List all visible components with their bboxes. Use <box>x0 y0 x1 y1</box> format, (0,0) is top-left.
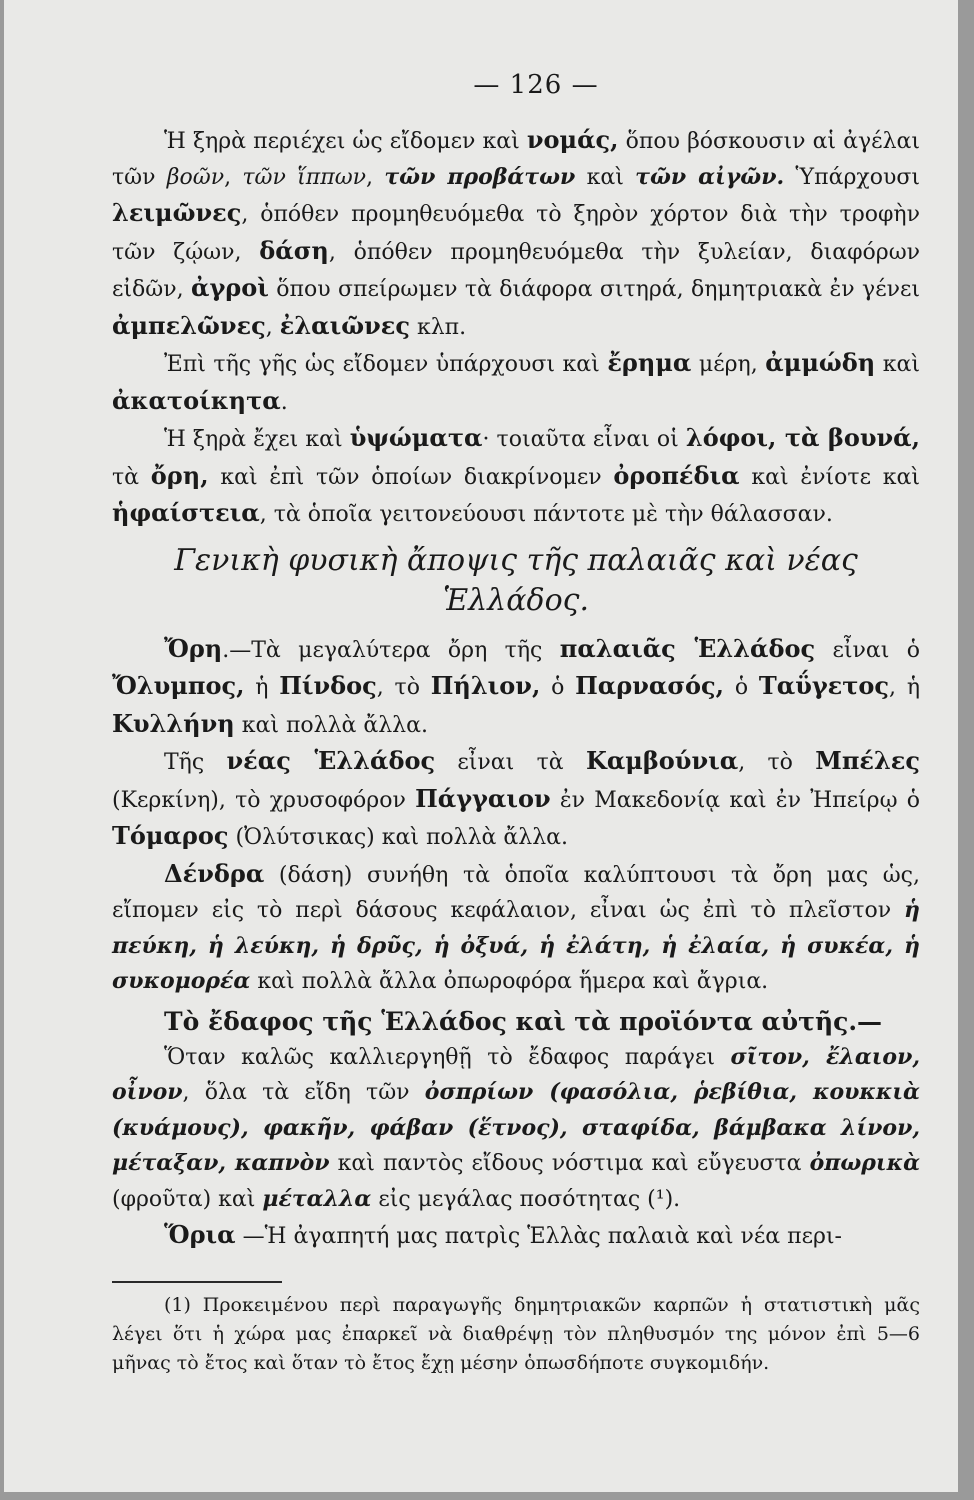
page-number: — 126 — <box>473 70 599 100</box>
paragraph-land-pastures: Ἡ ξηρὰ περιέχει ὡς εἴδομεν καὶ νομάς, ὅπου βόσκουσιν αἱ ἀγέλαι τῶν βοῶν, τῶν ἵππων, τῶν προβάτων καὶ τῶν αἰγῶν. Ὑπάρχουσι λειμῶνες, ὁπόθεν προμηθευόμεθα τὸ ξηρὸν χόρτον διὰ τὴν τροφὴν τῶν ζῴων, δάση, ὁπόθεν προμηθευόμεθα τὴν ξυλείαν, διαφόρων εἰδῶν, ἀγροὶ ὅπου σπείρωμεν τὰ διάφορα σιτηρά, δημητριακὰ ἐν γένει ἀμπελῶνες, ἐλαιῶνες κλπ. <box>112 125 921 340</box>
paragraph-new-greece-mountains: Τῆς νέας Ἑλλάδος εἶναι τὰ Καμβούνια, τὸ Μπέλες (Κερκίνη), τὸ χρυσοφόρον Πάγγαιον ἐν Μακεδονίᾳ καὶ ἐν Ἠπείρῳ ὁ Τόμαρος (Ὀλύτσικας) καὶ πολλὰ ἄλλα. <box>112 746 921 850</box>
footnote: (1) Προκειμένου περὶ παραγωγῆς δημητριακῶν καρπῶν ἡ στατιστικὴ μᾶς λέγει ὅτι ἡ χώρα μας ἐπαρκεῖ νὰ διαθρέψῃ τὸν πληθυσμόν της μόνον ἐπὶ 5—6 μῆνας τὸ ἔτος καὶ ὅταν τὸ ἔτος ἔχῃ μέσην ὁπωσδήποτε συγκομιδήν. <box>112 1293 920 1374</box>
paragraph-soil-products: Ὅταν καλῶς καλλιεργηθῇ τὸ ἔδαφος παράγει σῖτον, ἔλαιον, οἶνον, ὅλα τὰ εἴδη τῶν ὀσπρίων (φασόλια, ῥεβίθια, κουκκιὰ (κυάμους), φακῆν, φάβαν (ἕτνος), σταφίδα, βάμβακα λίνον, μέταξαν, καπνὸν καὶ παντὸς εἴδους νόστιμα καὶ εὔγευστα ὀπωρικὰ (φροῦτα) καὶ μέταλλα εἰς μεγάλας ποσότητας (¹). <box>112 1043 920 1212</box>
paragraph-deserted-lands: Ἐπὶ τῆς γῆς ὡς εἴδομεν ὑπάρχουσι καὶ ἔρημα μέρη, ἀμμώδη καὶ ἀκατοίκητα. <box>112 348 920 415</box>
subtitle-soil-products: Τὸ ἔδαφος τῆς Ἑλλάδος καὶ τὰ προϊόντα αὐτῆς.— <box>164 1006 883 1036</box>
book-page <box>4 0 958 1492</box>
section-title: Γενικὴ φυσικὴ ἄποψις τῆς παλαιᾶς καὶ νέας Ἑλλάδος. <box>174 542 858 618</box>
footnote-divider <box>112 1281 282 1283</box>
paragraph-elevations: Ἡ ξηρὰ ἔχει καὶ ὑψώματα· τοιαῦτα εἶναι οἱ λόφοι, τὰ βουνά, τὰ ὄρη, καὶ ἐπὶ τῶν ὁποίων διακρίνομεν ὀροπέδια καὶ ἐνίοτε καὶ ἡφαίστεια, τὰ ὁποῖα γειτονεύουσι πάντοτε μὲ τὴν θάλασσαν. <box>112 423 920 527</box>
paragraph-old-greece-mountains: Ὄρη.—Τὰ μεγαλύτερα ὄρη τῆς παλαιᾶς Ἑλλάδος εἶναι ὁ Ὄλυμπος, ἡ Πίνδος, τὸ Πήλιον, ὁ Παρνασός, ὁ Ταΰγετος, ἡ Κυλλήνη καὶ πολλὰ ἄλλα. <box>112 633 921 738</box>
paragraph-borders: Ὅρια —Ἡ ἀγαπητή μας πατρὶς Ἑλλὰς παλαιὰ καὶ νέα περι- <box>164 1220 842 1249</box>
paragraph-trees: Δένδρα (δάση) συνήθη τὰ ὁποῖα καλύπτουσι τὰ ὄρη μας ὡς, εἴπομεν εἰς τὸ περὶ δάσους κεφάλαιον, εἶναι ὡς ἐπὶ τὸ πλεῖστον ἡ πεύκη, ἡ λεύκη, ἡ δρῦς, ἡ ὀξυά, ἡ ἐλάτη, ἡ ἐλαία, ἡ συκέα, ἡ συκομορέα καὶ πολλὰ ἄλλα ὀπωροφόρα ἥμερα καὶ ἄγρια. <box>112 858 920 994</box>
